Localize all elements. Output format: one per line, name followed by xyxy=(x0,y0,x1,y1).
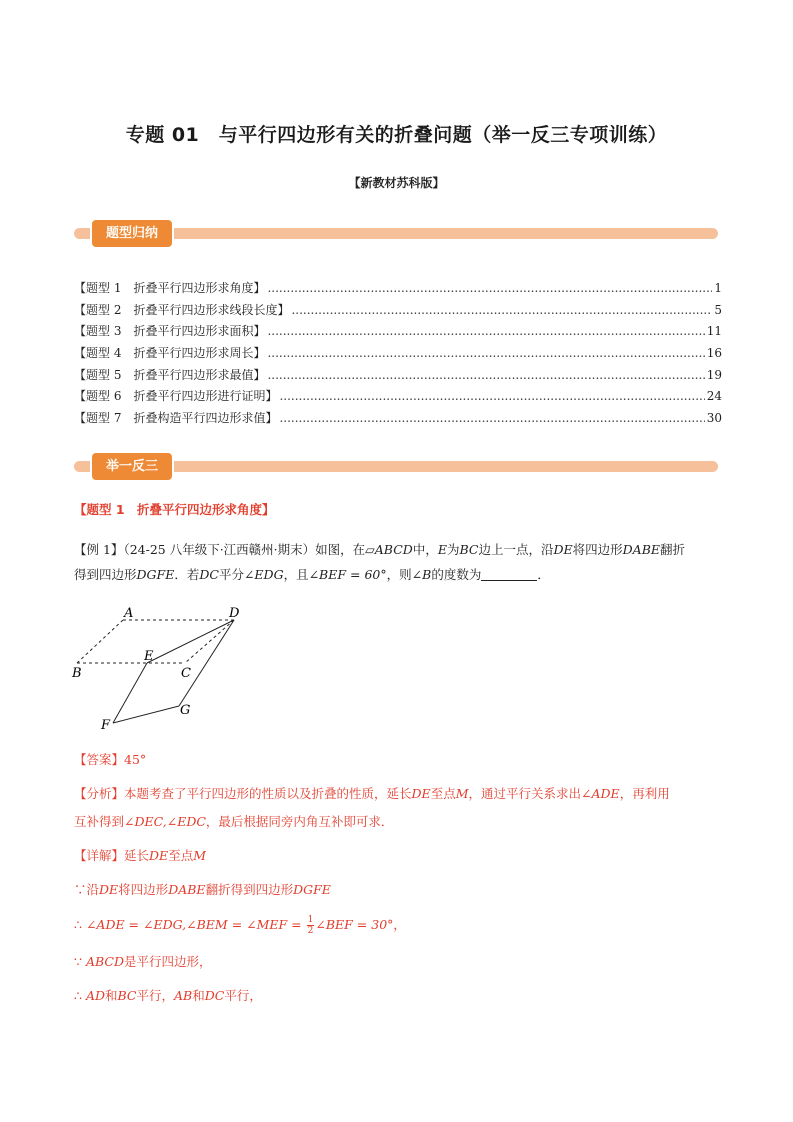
line-de xyxy=(147,620,234,663)
toc-row[interactable] xyxy=(74,322,722,344)
question-text: ．若 xyxy=(174,567,200,582)
math-term: DE xyxy=(149,848,169,863)
toc-label: 【题型 3 折叠平行四边形求面积】 xyxy=(74,324,266,339)
detail-line-4 xyxy=(74,949,722,974)
question-text: 得到四边形 xyxy=(74,567,137,582)
math-term: DC xyxy=(204,988,225,1003)
math-term: DE xyxy=(553,542,573,557)
label-e: E xyxy=(144,649,154,664)
math-term: ABCD xyxy=(374,542,413,557)
detail-line-3 xyxy=(74,912,722,937)
math-term: BC xyxy=(117,988,137,1003)
math-term: DGFE xyxy=(293,882,331,897)
analysis-paragraph xyxy=(74,780,722,836)
question-text: ，且 xyxy=(283,567,309,582)
math-term: DGFE xyxy=(136,567,175,582)
toc-leader xyxy=(279,411,704,425)
answer-prefix: 【答案】 xyxy=(74,752,125,767)
fraction-denominator: 2 xyxy=(307,926,314,936)
detail-line-2 xyxy=(74,877,722,902)
toc-label: 【题型 6 折叠平行四边形进行证明】 xyxy=(74,389,278,404)
math-term: AD xyxy=(85,988,105,1003)
analysis-text: ，再利用 xyxy=(619,786,670,801)
label-f: F xyxy=(101,718,111,732)
line-ab xyxy=(77,620,123,663)
math-term: ∠ADE xyxy=(581,786,620,801)
toc-leader xyxy=(267,368,704,382)
math-term: DE xyxy=(99,882,119,897)
question-text: 将四边形 xyxy=(572,542,623,557)
fraction-one-half xyxy=(307,915,315,936)
section-tag-practice: 举一反三 xyxy=(92,453,172,480)
math-term: DE xyxy=(411,786,431,801)
section-tag-summary: 题型归纳 xyxy=(92,220,172,247)
question-text: 边上一点，沿 xyxy=(478,542,554,557)
detail-text: ∴ xyxy=(74,988,86,1003)
toc-leader xyxy=(291,303,712,317)
question-text: 翻折 xyxy=(660,542,686,557)
toc-leader xyxy=(267,324,704,338)
toc-row[interactable] xyxy=(74,409,722,431)
math-term: ∠DEC,∠EDC xyxy=(124,814,206,829)
toc-leader xyxy=(267,346,704,360)
math-term: DC xyxy=(199,567,219,582)
analysis-text: 互补得到 xyxy=(74,814,125,829)
math-term: BC xyxy=(459,542,479,557)
detail-text: 和 xyxy=(105,988,118,1003)
analysis-text: 本题考查了平行四边形的性质以及折叠的性质，延长 xyxy=(124,786,412,801)
example-source: （24-25 八年级下·江西赣州·期末） xyxy=(123,542,316,557)
detail-line-1 xyxy=(74,843,722,868)
detail-text: ∵沿 xyxy=(74,882,100,897)
toc-row[interactable] xyxy=(74,387,722,409)
toc-page: 24 xyxy=(706,389,722,404)
toc-page: 19 xyxy=(706,367,722,382)
parallelogram-diagram xyxy=(70,602,245,732)
question-text: 如图，在▱ xyxy=(315,542,375,557)
math-term: ∠B xyxy=(411,567,432,582)
toc-page: 30 xyxy=(706,411,722,426)
math-term: ∠BEF = 30° xyxy=(315,917,394,932)
question-text: ． xyxy=(537,567,550,582)
question-text: 平分 xyxy=(218,567,244,582)
question-text: ，则 xyxy=(386,567,412,582)
label-b: B xyxy=(72,666,82,681)
toc-leader xyxy=(279,389,704,403)
toc-leader xyxy=(267,281,712,295)
toc-page: 5 xyxy=(714,302,722,317)
analysis-text: ，最后根据同旁内角互补即可求． xyxy=(205,814,394,829)
math-term: ∠BEF = 60° xyxy=(308,567,387,582)
toc-row[interactable] xyxy=(74,301,722,323)
label-g: G xyxy=(180,703,191,718)
edition-label: 【新教材苏科版】 xyxy=(348,176,445,190)
math-term: ∠ADE = ∠EDG,∠BEM = ∠MEF = xyxy=(85,917,306,932)
math-term: DABE xyxy=(168,882,206,897)
block-title: 【题型 1 折叠平行四边形求角度】 xyxy=(74,502,275,517)
toc-row[interactable] xyxy=(74,366,722,388)
toc-row[interactable] xyxy=(74,279,722,301)
toc-page: 1 xyxy=(714,281,722,295)
question-text: 为 xyxy=(446,542,460,557)
math-term: ∠EDG xyxy=(243,567,284,582)
toc-label: 【题型 5 折叠平行四边形求最值】 xyxy=(74,367,266,382)
toc-label: 【题型 1 折叠平行四边形求角度】 xyxy=(74,281,266,295)
detail-text: ∴ xyxy=(74,917,86,932)
math-term: AB xyxy=(174,988,193,1003)
answer-value: 45° xyxy=(124,752,147,767)
label-a: A xyxy=(124,606,134,621)
toc-row[interactable] xyxy=(74,344,722,366)
toc-label: 【题型 4 折叠平行四边形求周长】 xyxy=(74,346,266,361)
fraction-numerator: 1 xyxy=(307,915,314,925)
analysis-text: ，通过平行关系求出 xyxy=(468,786,582,801)
detail-text: ， xyxy=(393,917,406,932)
line-fg xyxy=(113,706,179,723)
detail-text: 平行， xyxy=(136,988,175,1003)
math-term: ABCD xyxy=(85,954,124,969)
label-c: C xyxy=(181,666,191,681)
math-term: E xyxy=(437,542,447,557)
table-of-contents xyxy=(74,279,722,431)
example-prefix: 【例 1】 xyxy=(74,542,124,557)
geometry-figure xyxy=(70,602,245,732)
analysis-text: 至点 xyxy=(430,786,456,801)
detail-prefix: 【详解】 xyxy=(74,848,125,863)
detail-text: 是平行四边形， xyxy=(123,954,212,969)
detail-text: 至点 xyxy=(168,848,194,863)
detail-text: 平行， xyxy=(224,988,262,1003)
question-text: 中， xyxy=(412,542,438,557)
line-gd xyxy=(179,620,234,706)
toc-page: 16 xyxy=(706,346,722,361)
detail-line-5 xyxy=(74,983,722,1008)
math-term: DABE xyxy=(622,542,661,557)
math-term: M xyxy=(193,848,207,863)
toc-label: 【题型 7 折叠构造平行四边形求值】 xyxy=(74,411,278,426)
detail-text: 和 xyxy=(192,988,205,1003)
line-ef xyxy=(113,663,147,723)
detail-text: 将四边形 xyxy=(118,882,169,897)
line-dc xyxy=(185,620,234,663)
answer-blank[interactable] xyxy=(481,566,537,581)
detail-text: 翻折得到四边形 xyxy=(205,882,294,897)
question-text: 的度数为 xyxy=(431,567,482,582)
analysis-prefix: 【分析】 xyxy=(74,786,125,801)
label-d: D xyxy=(229,606,240,621)
answer-line xyxy=(74,747,722,772)
math-term: M xyxy=(455,786,469,801)
example-question xyxy=(74,537,722,587)
toc-page: 11 xyxy=(706,324,722,339)
detail-text: 延长 xyxy=(124,848,150,863)
toc-label: 【题型 2 折叠平行四边形求线段长度】 xyxy=(74,302,290,317)
document-title: 专题 01 与平行四边形有关的折叠问题（举一反三专项训练） xyxy=(125,124,668,146)
detail-text: ∵ xyxy=(74,954,86,969)
